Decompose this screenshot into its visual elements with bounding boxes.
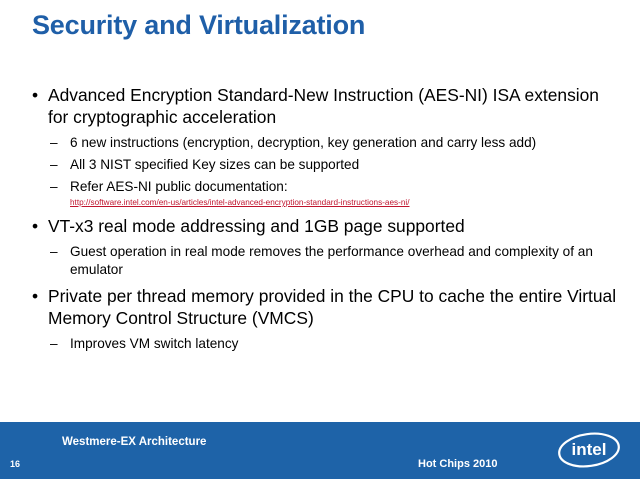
bullet-glyph: •: [32, 286, 39, 306]
bullet-vmcs: [32, 285, 617, 329]
aes-ni-documentation-link[interactable]: http://software.intel.com/en-us/articles/intel-advanced-encryption-standard-instructions-aes-ni/: [70, 198, 410, 207]
bullet-aes-ni: [32, 84, 617, 128]
intel-logo: [556, 430, 622, 470]
sub-bullet-text: All 3 NIST specified Key sizes can be supported: [70, 157, 360, 172]
sub-bullet: [32, 335, 617, 353]
dash-glyph: –: [50, 244, 58, 259]
footer-architecture: Westmere-EX Architecture: [62, 436, 207, 448]
footer-bar: [0, 422, 640, 479]
dash-glyph: –: [50, 157, 58, 172]
bullet-text: Private per thread memory provided in the CPU to cache the entire Virtual Memory Control Structure (VMCS): [48, 286, 617, 328]
intel-logo-text: intel: [571, 440, 607, 459]
sub-bullet: [32, 134, 617, 152]
bullet-glyph: •: [32, 85, 39, 105]
bullet-glyph: •: [32, 216, 39, 236]
page-number: 16: [10, 459, 21, 469]
sub-bullet: [32, 178, 617, 196]
bullet-vt-x3: [32, 215, 617, 237]
slide-title: Security and Virtualization: [32, 10, 366, 40]
slide-content: [32, 84, 617, 357]
sub-bullet: [32, 156, 617, 174]
dash-glyph: –: [50, 336, 58, 351]
bullet-text: Advanced Encryption Standard-New Instruction (AES-NI) ISA extension for cryptographic acceleration: [48, 85, 599, 127]
bullet-text: VT-x3 real mode addressing and 1GB page supported: [48, 216, 465, 236]
dash-glyph: –: [50, 179, 58, 194]
sub-bullet-text: Guest operation in real mode removes the performance overhead and complexity of an emulator: [70, 244, 593, 277]
sub-bullet-text: Improves VM switch latency: [70, 336, 239, 351]
sub-bullet-text: 6 new instructions (encryption, decryption, key generation and carry less add): [70, 135, 537, 150]
sub-bullet-text: Refer AES-NI public documentation:: [70, 179, 288, 194]
dash-glyph: –: [50, 135, 58, 150]
footer-event: Hot Chips 2010: [418, 458, 498, 470]
sub-bullet: [32, 243, 617, 279]
